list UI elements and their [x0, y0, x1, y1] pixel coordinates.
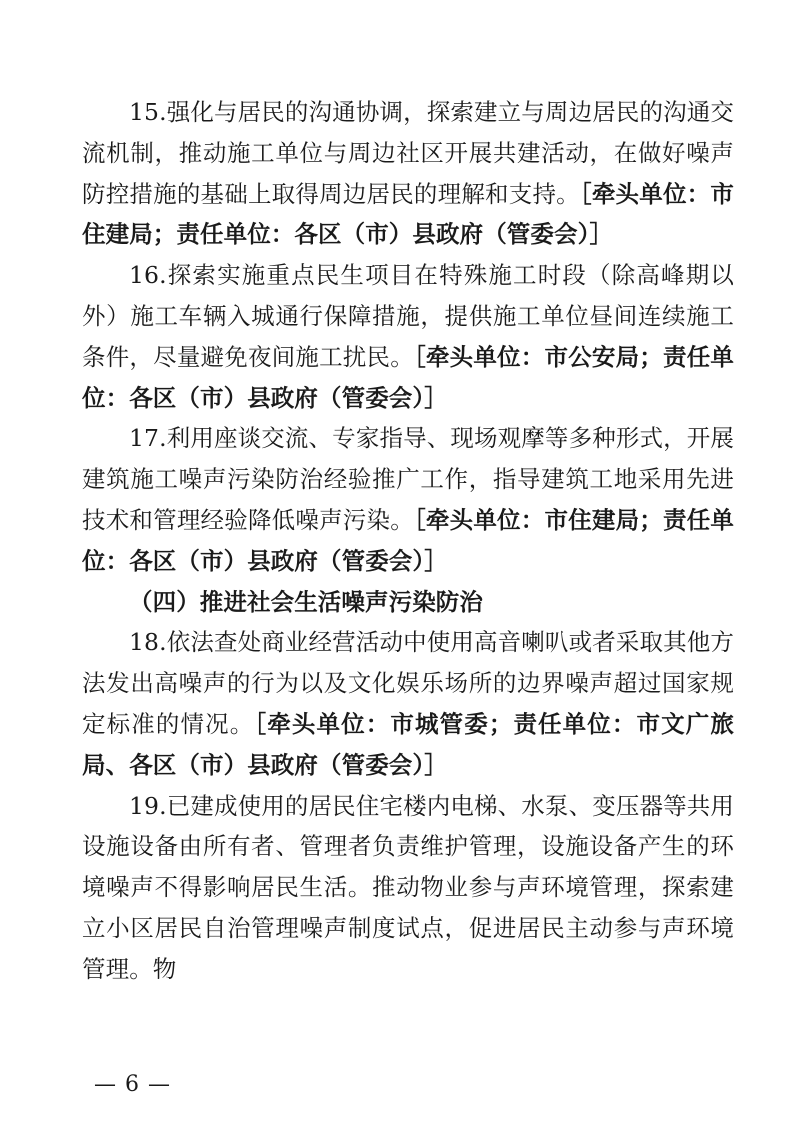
paragraph-text: 15.强化与居民的沟通协调，探索建立与周边居民的沟通交流机制，推动施工单位与周边社区开展共建活动，在做好噪声防控措施的基础上取得周边居民的理解和支持。 — [82, 98, 734, 208]
responsibility-note: ［牵头单位：市公安局；责任单位：各区（市）县政府（管委会）］ — [82, 342, 735, 412]
paragraph-17 — [82, 418, 734, 581]
paragraph-text: 19.已建成使用的居民住宅楼内电梯、水泵、变压器等共用设施设备由所有者、管理者负责维护管理，设施设备产生的环境噪声不得影响居民生活。推动物业参与声环境管理，探索建立小区居民自治管理噪声制度试点，促进居民主动参与声环境管理。物 — [82, 791, 734, 983]
paragraph-text: 16.探索实施重点民生项目在特殊施工时段（除高峰期以外）施工车辆入城通行保障措施，提供施工单位昼间连续施工条件，尽量避免夜间施工扰民。 — [82, 261, 734, 371]
responsibility-note: ［牵头单位：市住建局；责任单位：各区（市）县政府（管委会）］ — [82, 179, 734, 249]
paragraph-18 — [82, 622, 734, 785]
section-heading: （四）推进社会生活噪声污染防治 — [129, 587, 483, 616]
responsibility-note: ［牵头单位：市城管委；责任单位：市文广旅局、各区（市）县政府（管委会）］ — [82, 709, 735, 779]
page-number: — 6 — — [94, 1072, 171, 1097]
paragraph-text: 17.利用座谈交流、专家指导、现场观摩等多种形式，开展建筑施工噪声污染防治经验推广工作，指导建筑工地采用先进技术和管理经验降低噪声污染。 — [82, 424, 734, 534]
responsibility-note: ［牵头单位：市住建局；责任单位：各区（市）县政府（管委会）］ — [82, 505, 735, 575]
paragraph-text: 18.依法查处商业经营活动中使用高音喇叭或者采取其他方法发出高噪声的行为以及文化娱乐场所的边界噪声超过国家规定标准的情况。 — [82, 628, 734, 738]
paragraph-16 — [82, 255, 734, 418]
paragraph-19 — [82, 786, 734, 990]
document-body — [82, 92, 734, 990]
paragraph-15 — [82, 92, 734, 255]
